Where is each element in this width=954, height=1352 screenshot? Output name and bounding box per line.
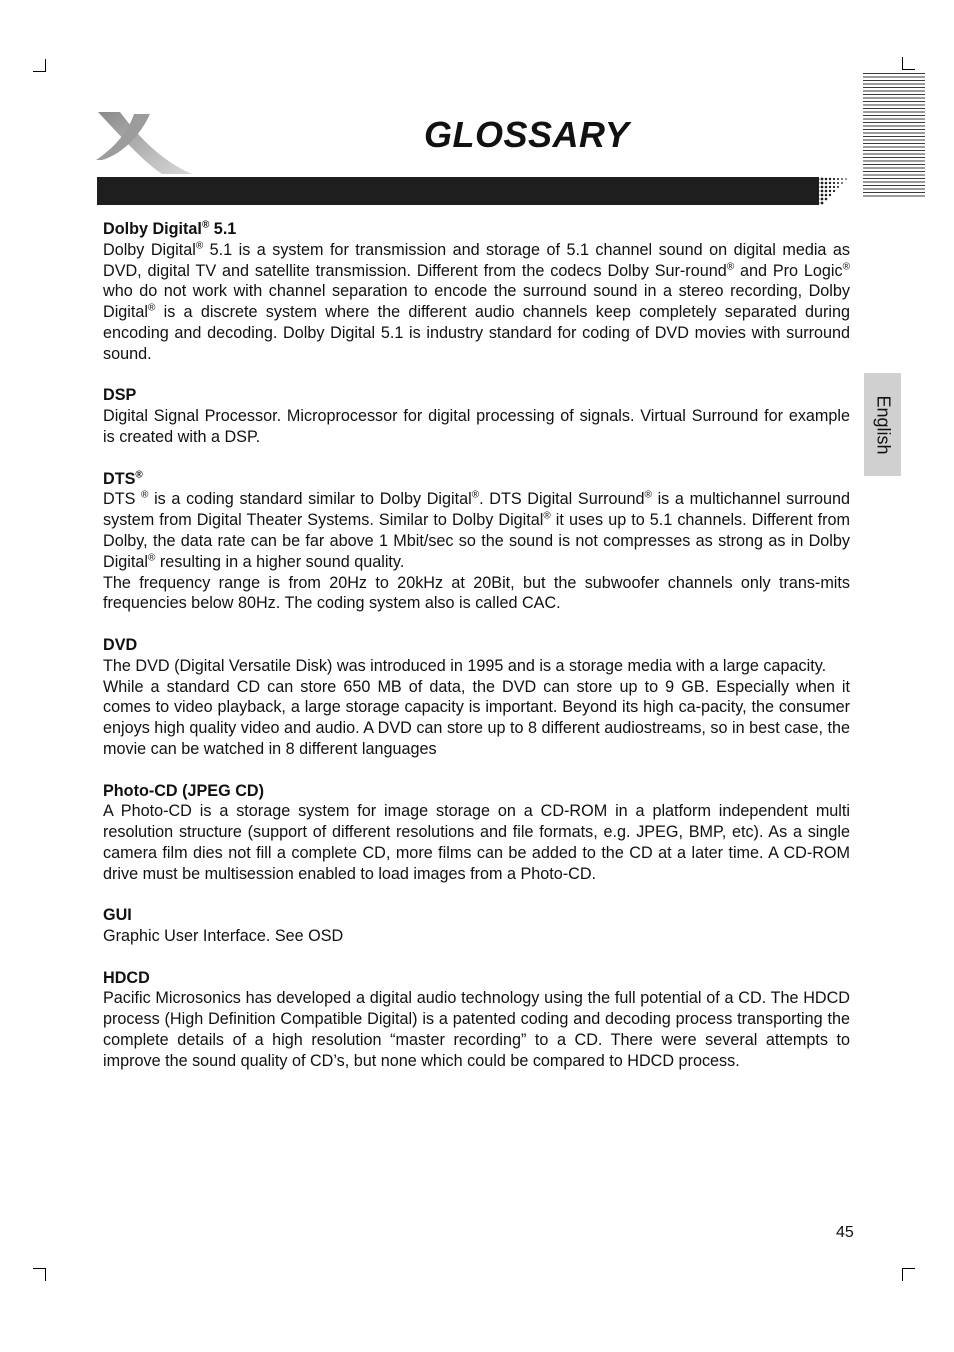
language-tab-label: English [873,394,893,455]
definition-dsp: Digital Signal Processor. Microprocessor for digital processing of signals. Virtual Surround for example is created with a DSP. [103,407,850,446]
title-bar [97,177,819,205]
entry-photo-cd [103,781,850,885]
decorative-stripes [863,73,925,199]
definition-dts-frequency: The frequency range is from 20Hz to 20kHz at 20Bit, but the subwoofer channels only trans-mits frequencies below 80Hz. The coding system also is called CAC. [103,573,850,613]
entry-dsp [103,385,850,447]
term-dvd: DVD [103,635,138,654]
entry-gui [103,905,850,947]
definition-dolby-digital: Dolby Digital® 5.1 is a system for transmission and storage of 5.1 channel sound on digital media as DVD, digital TV and satellite transmission. Different from the codecs Dolby Sur-round® and Pro Logic® who do not work with channel separation to encode the surround sound in a stereo recording, Dolby Digital® is a discrete system where the different audio channels keep completely separated during encoding and decoding. Dolby Digital 5.1 is industry standard for coding of DVD movies with surround sound. [103,240,850,363]
definition-dts: DTS ® is a coding standard similar to Dolby Digital®. DTS Digital Surround® is a multichannel surround system from Digital Theater Systems. Similar to Dolby Digital® it uses up to 5.1 channels. Different from Dolby, the data rate can be far above 1 Mbit/sec so the sound is not compresses as strong as in Dolby Digital® resulting in a higher sound quality. [103,489,851,571]
bar-dot-pattern [816,177,854,205]
entry-dts [103,469,850,615]
term-photo-cd: Photo-CD (JPEG CD) [103,781,264,800]
term-dolby-digital: Dolby Digital® 5.1 [103,219,237,238]
brand-x-logo [94,108,194,178]
page-title: GLOSSARY [424,114,630,155]
crop-mark-bottom-right [902,1268,915,1281]
entry-dolby-digital [103,219,850,365]
entry-dvd [103,635,850,760]
term-hdcd: HDCD [103,968,150,987]
term-dts: DTS® [103,469,143,488]
crop-mark-top-right [902,57,915,70]
crop-mark-bottom-left [33,1268,46,1281]
term-dsp: DSP [103,386,137,405]
definition-gui: Graphic User Interface. See OSD [103,927,344,946]
definition-photo-cd: A Photo-CD is a storage system for image storage on a CD-ROM in a platform independent multi resolution structure (support of different resolutions and file formats, e.g. JPEG, BMP, etc). As a single camera film dies not fill a complete CD, more films can be added to the CD at a later time. A CD-ROM drive must be multisession enabled to load images from a Photo-CD. [103,802,850,883]
term-gui: GUI [103,906,132,925]
language-tab [864,373,901,476]
definition-hdcd: Pacific Microsonics has developed a digital audio technology using the full potential of a CD. The HDCD process (High Definition Compatible Digital) is a patented coding and decoding process transporting the complete details of a high resolution “master recording” to a CD. There were several attempts to improve the sound quality of CD’s, but none which could be compared to HDCD process. [103,989,850,1070]
definition-dvd: The DVD (Digital Versatile Disk) was introduced in 1995 and is a storage media with a large capacity. [103,656,827,675]
entry-hdcd [103,968,850,1072]
definition-dvd-capacity: While a standard CD can store 650 MB of data, the DVD can store up to 9 GB. Especially when it comes to video playback, a large storage capacity is important. Beyond its high ca-pacity, the consumer enjoys high quality video and audio. A DVD can store up to 8 different audiostreams, so in best case, the movie can be watched in 8 different languages [103,677,850,758]
glossary-content [103,219,850,1092]
page-number: 45 [836,1224,854,1241]
crop-mark-top-left [33,59,46,72]
